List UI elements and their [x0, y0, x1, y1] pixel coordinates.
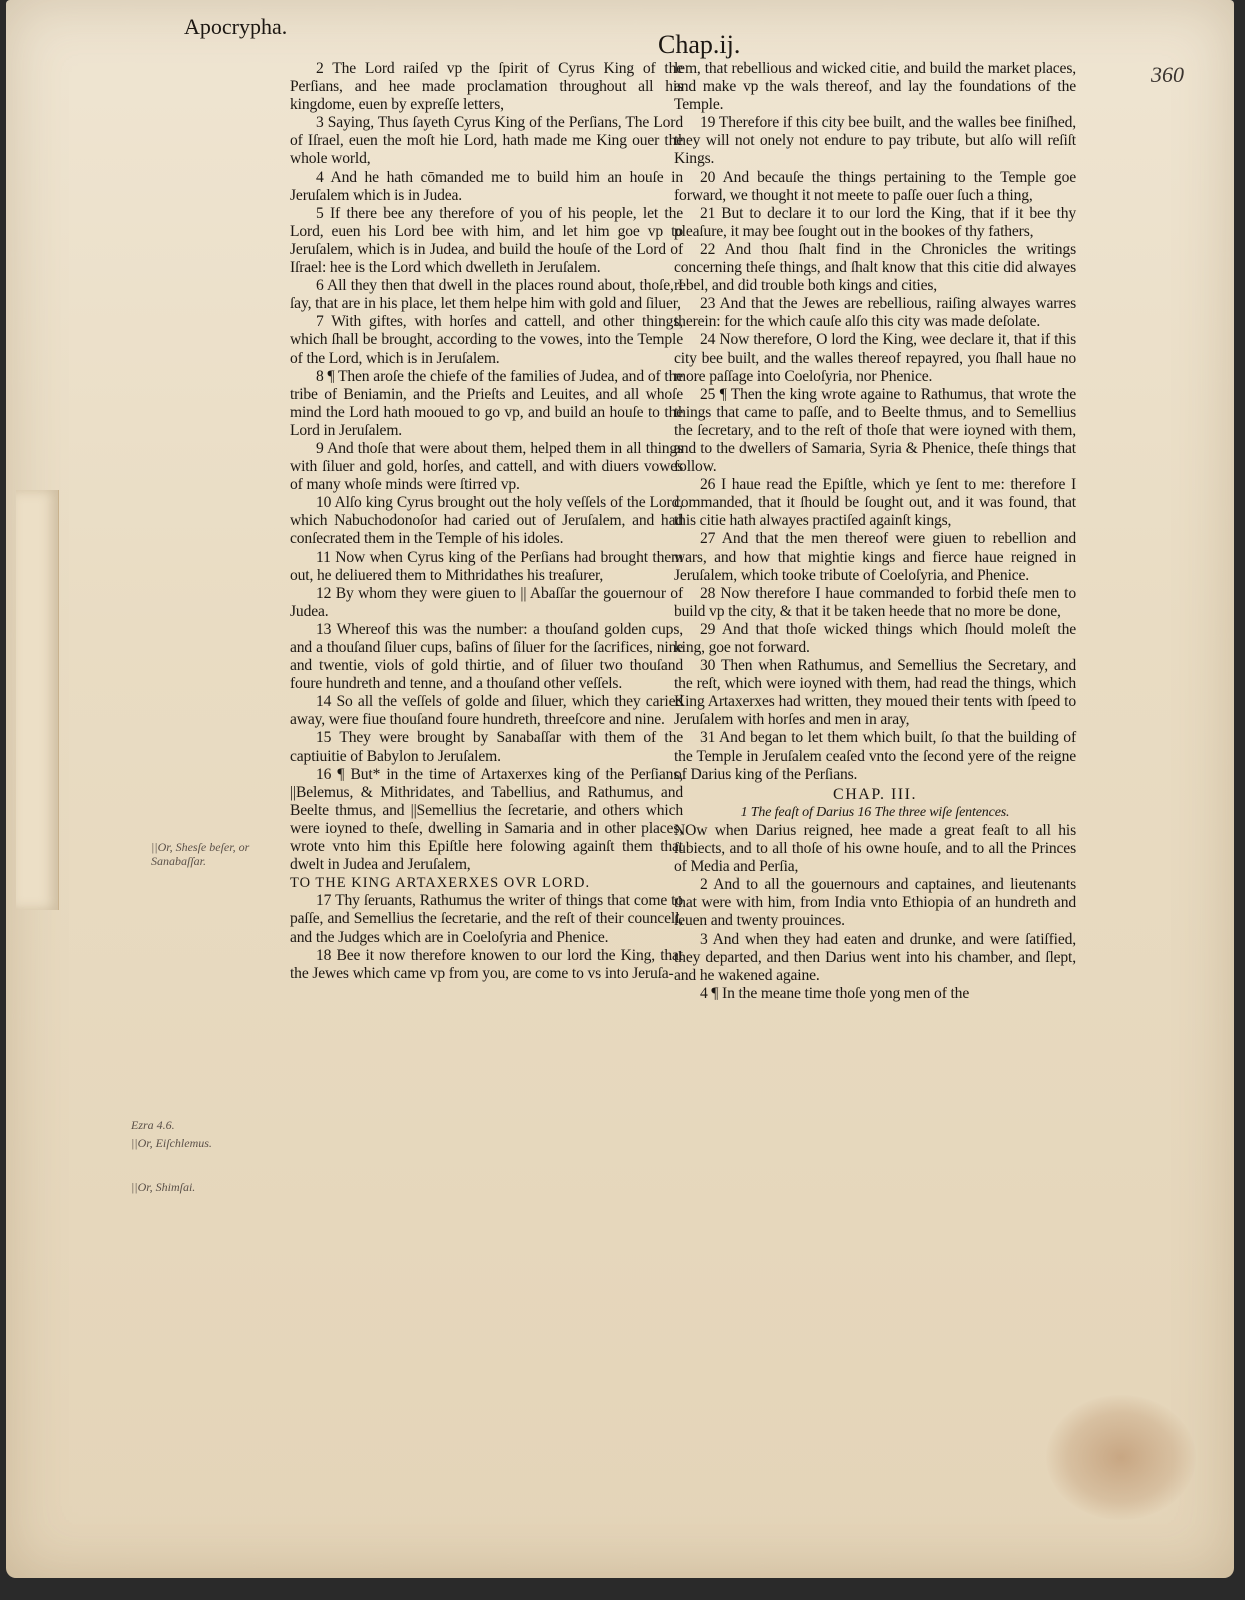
verse: 2 The Lord raiſed vp the ſpirit of Cyrus King of the Perſians, and hee made proclamation throughout all his kingdome, euen by expreſſe letters,: [290, 60, 683, 114]
verse: 15 They were brought by Sanabaſſar with them of the captiuitie of Babylon to Jeruſalem.: [290, 729, 683, 765]
verse: 9 And thoſe that were about them, helped them in all things with ſiluer and gold, horſes, and cattell, and with diuers vowes of many whoſe minds were ſtirred vp.: [290, 439, 683, 494]
verse: 14 So all the veſſels of golde and ſiluer, which they caried away, were fiue thouſand foure hundreth, threeſcore and nine.: [290, 693, 683, 729]
margin-note: Ezra 4.6.: [131, 1118, 175, 1132]
verse: 30 Then when Rathumus, and Semellius the Secretary, and the reſt, which were ioyned with them, had read the things, which King Artaxerxes had written, they moued their tents with ſpeed to Jeruſalem with horſes and men in aray,: [674, 657, 1076, 729]
verse: 31 And began to let them which built, ſo that the building of the Temple in Jeruſalem ceaſed vnto the ſecond yere of the reigne of Darius king of the Perſians.: [674, 729, 1076, 783]
verse: lem, that rebellious and wicked citie, and build the market places, and make vp the wals thereof, and lay the foundations of the Temple.: [674, 60, 1076, 114]
letter-address: TO THE KING ARTAXERXES OVR LORD.: [290, 875, 591, 892]
foxing-stain: [1046, 1395, 1196, 1520]
verse: 8 ¶ Then aroſe the chiefe of the families of Judea, and of the tribe of Beniamin, and the Prieſts and Leuites, and all whoſe mind the Lord hath mooued to go vp, and build an houſe to the Lord in Jeruſalem.: [290, 367, 683, 439]
verse: 6 All they then that dwell in the places round about, thoſe, I ſay, that are in his place, let them helpe him with gold and ſiluer,: [290, 277, 683, 313]
verse: 11 Now when Cyrus king of the Perſians had brought them out, he deliuered them to Mithridathes his treaſurer,: [290, 548, 683, 584]
verse: 13 Whereof this was the number: a thouſand golden cups, and a thouſand ſiluer cups, baſins of ſiluer for the ſacrifices, nine and twentie, viols of gold thirtie, and of ſiluer two thouſand foure hundreth and tenne, and a thouſand other veſſels.: [290, 620, 683, 693]
verse: 19 Therefore if this city bee built, and the walles bee finiſhed, they will not onely not endure to pay tribute, but alſo will reſiſt Kings.: [674, 114, 1076, 168]
verse: NOw when Darius reigned, hee made a great feaſt to all his ſubiects, and to all thoſe of his owne houſe, and to all the Princes of Media and Perſia,: [674, 821, 1076, 876]
margin-note: ||Or, Shesſe beſer, or Sanabaſſar.: [151, 840, 250, 868]
verse: 12 By whom they were giuen to || Abaſſar the gouernour of Judea.: [290, 584, 683, 620]
paper-repair-strip: [16, 490, 59, 910]
margin-note: ||Or, Eiſchlemus.: [131, 1136, 212, 1150]
verse: 26 I haue read the Epiſtle, which ye ſent to me: therefore I commanded, that it ſhould be ſought out, and it was found, that this citie hath alwayes practiſed againſt kings,: [674, 476, 1076, 530]
verse: 24 Now therefore, O lord the King, wee declare it, that if this city bee built, and the walles thereof repayred, you ſhall haue no more paſſage into Coeloſyria, nor Phenice.: [674, 331, 1076, 385]
verse: 22 And thou ſhalt find in the Chronicles the writings concerning theſe things, and ſhalt know that this citie did alwayes rebel, and did trouble both kings and cities,: [674, 240, 1076, 295]
chapter-summary: 1 The feaſt of Darius 16 The three wiſe ſentences.: [740, 804, 1010, 820]
margin-note: ||Or, Shimſai.: [131, 1180, 196, 1194]
running-head-left: Apocrypha.: [184, 14, 288, 39]
verse: 25 ¶ Then the king wrote againe to Rathumus, that wrote the things that came to paſſe, and to Beelte thmus, and to Semellius the ſecretary, and to the reſt of thoſe that were ioyned with them, and to the dwellers of Samaria, Syria & Phenice, theſe things that follow.: [674, 385, 1076, 476]
verse: 3 Saying, Thus ſayeth Cyrus King of the Perſians, The Lord of Iſrael, euen the moſt hie Lord, hath made me King ouer the whole world,: [290, 114, 683, 168]
verse: 20 And becauſe the things pertaining to the Temple goe forward, we thought it not meete to paſſe ouer ſuch a thing,: [674, 168, 1076, 204]
verse: 29 And that thoſe wicked things which ſhould moleſt the king, goe not forward.: [674, 620, 1076, 656]
verse: 7 With giftes, with horſes and cattell, and other things, which ſhall be brought, according to the vowes, into the Temple of the Lord, which is in Jeruſalem.: [290, 313, 683, 367]
verse: 2 And to all the gouernours and captaines, and lieutenants that were with him, from India vnto Ethiopia of an hundreth and ſeuen and twenty prouinces.: [674, 876, 1076, 930]
verse: 5 If there bee any therefore of you of his people, let the Lord, euen his Lord bee with him, and let him goe vp to Jeruſalem, which is in Judea, and build the houſe of the Lord of Iſrael: hee is the Lord which dwelleth in Jeruſalem.: [290, 204, 683, 277]
verse: 4 And he hath cōmanded me to build him an houſe in Jeruſalem which is in Judea.: [290, 168, 683, 204]
verse: 17 Thy ſeruants, Rathumus the writer of things that come to paſſe, and Semellius the ſecretarie, and the reſt of their councell, and the Judges which are in Coeloſyria and Phenice.: [290, 892, 683, 946]
verse: 16 ¶ But* in the time of Artaxerxes king of the Perſians, ||Belemus, & Mithridates, and Tabellius, and Rathumus, and Beelte thmus, and ||Semellius the ſecretarie, and others which were ioyned to theſe, dwelling in Samaria and in other places, wrote vnto him this Epiſtle here folowing againſt them that dwelt in Judea and Jeruſalem,: [290, 765, 683, 874]
verse: 4 ¶ In the meane time thoſe yong men of the: [700, 984, 970, 1002]
book-page: [6, 0, 1234, 1578]
verse: 10 Alſo king Cyrus brought out the holy veſſels of the Lord, which Nabuchodonoſor had caried out of Jeruſalem, and had conſecrated them in the Temple of his idoles.: [290, 494, 683, 548]
verse: 18 Bee it now therefore knowen to our lord the King, that the Jewes which came vp from you, are come to vs into Jeruſa-: [290, 946, 683, 982]
left-text-column: [290, 60, 683, 983]
right-text-column: [674, 60, 1076, 1003]
folio-number: 360: [1151, 62, 1184, 87]
verse: 27 And that the men thereof were giuen to rebellion and wars, and how that mightie kings and fierce haue reigned in Jeruſalem, which tooke tribute of Coeloſyria, and Phenice.: [674, 530, 1076, 584]
verse: 23 And that the Jewes are rebellious, raiſing alwayes warres therein: for the which cauſe alſo this city was made deſolate.: [674, 295, 1076, 331]
chapter-heading: Chap.ij.: [658, 30, 741, 59]
verse: 28 Now therefore I haue commanded to forbid theſe men to build vp the city, & that it be taken heede that no more be done,: [674, 584, 1076, 620]
chapter-title: CHAP. III.: [833, 785, 917, 803]
verse: 3 And when they had eaten and drunke, and were ſatiſfied, they departed, and then Darius went into his chamber, and ſlept, and he wakened againe.: [674, 930, 1076, 984]
verse: 21 But to declare it to our lord the King, that if it bee thy pleaſure, it may bee ſought out in the bookes of thy fathers,: [674, 204, 1076, 240]
